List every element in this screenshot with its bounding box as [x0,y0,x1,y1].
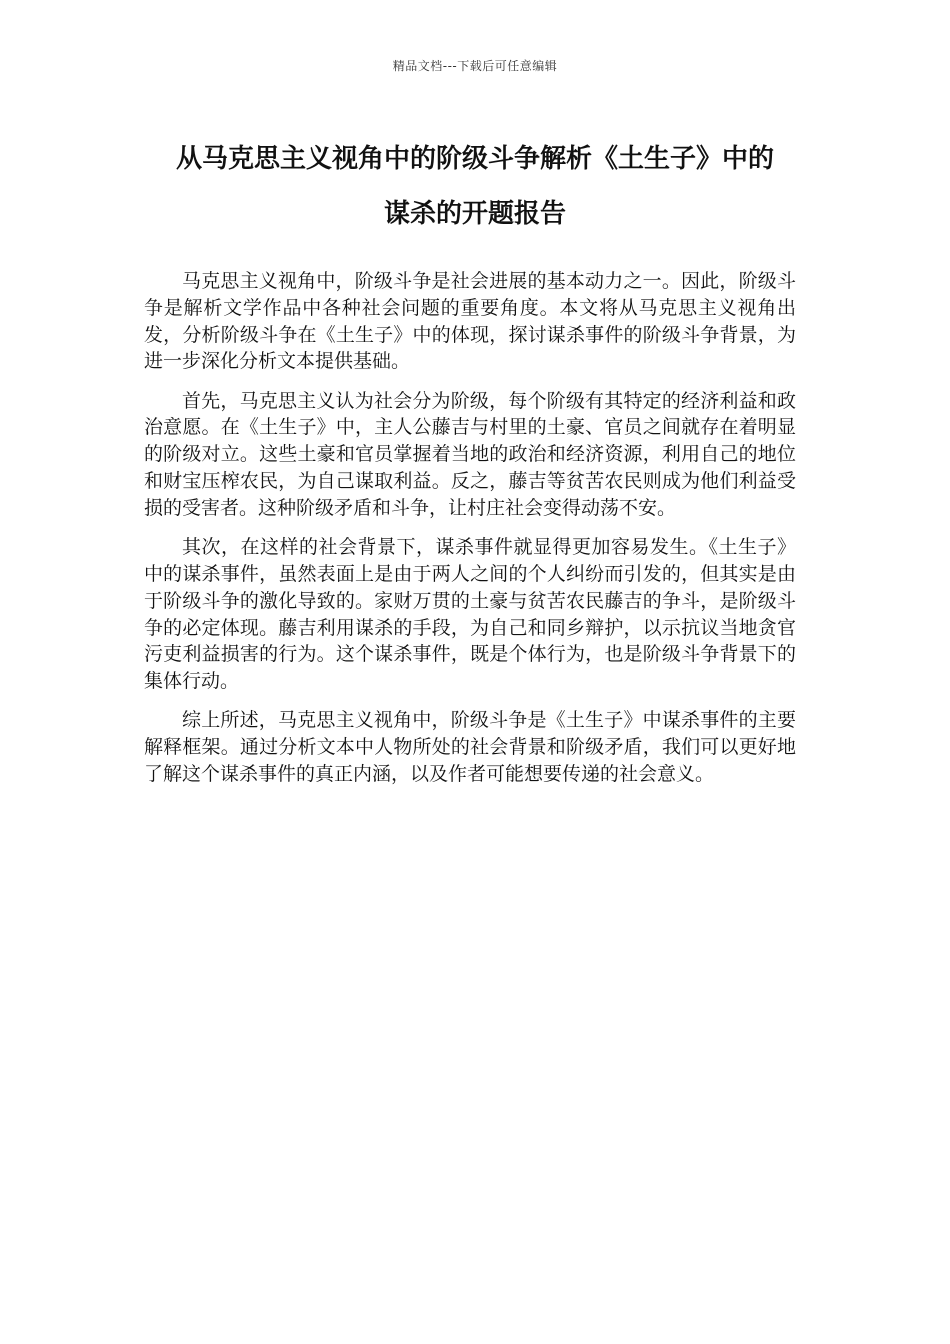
paragraph-4: 综上所述，马克思主义视角中，阶级斗争是《土生子》中谋杀事件的主要解释框架。通过分析文本中人物所处的社会背景和阶级矛盾，我们可以更好地了解这个谋杀事件的真正内涵，以及作者可能想要传递的社会意义。 [144,709,796,786]
paragraph-2: 首先，马克思主义认为社会分为阶级，每个阶级有其特定的经济利益和政治意愿。在《土生子》中，主人公藤吉与村里的土豪、官员之间就存在着明显的阶级对立。这些土豪和官员掌握着当地的政治和经济资源，利用自己的地位和财宝压榨农民，为自己谋取利益。反之，藤吉等贫苦农民则成为他们利益受损的受害者。这种阶级矛盾和斗争，让村庄社会变得动荡不安。 [144,389,796,519]
paragraph-1: 马克思主义视角中，阶级斗争是社会进展的基本动力之一。因此，阶级斗争是解析文学作品中各种社会问题的重要角度。本文将从马克思主义视角出发，分析阶级斗争在《土生子》中的体现，探讨谋杀事件的阶级斗争背景，为进一步深化分析文本提供基础。 [144,270,796,373]
document-title [140,132,810,242]
title-line-2: 谋杀的开题报告 [383,199,566,229]
paragraph-3: 其次，在这样的社会背景下，谋杀事件就显得更加容易发生。《土生子》中的谋杀事件，虽然表面上是由于两人之间的个人纠纷而引发的，但其实是由于阶级斗争的激化导致的。家财万贯的土豪与贫苦农民藤吉的争斗，是阶级斗争的必定体现。藤吉利用谋杀的手段，为自己和同乡辩护，以示抗议当地贪官污吏利益损害的行为。这个谋杀事件，既是个体行为，也是阶级斗争背景下的集体行动。 [144,536,796,693]
header-note: 精品文档---下载后可任意编辑 [392,59,558,73]
document-body [144,268,796,800]
title-line-1: 从马克思主义视角中的阶级斗争解析《土生子》中的 [175,144,774,174]
